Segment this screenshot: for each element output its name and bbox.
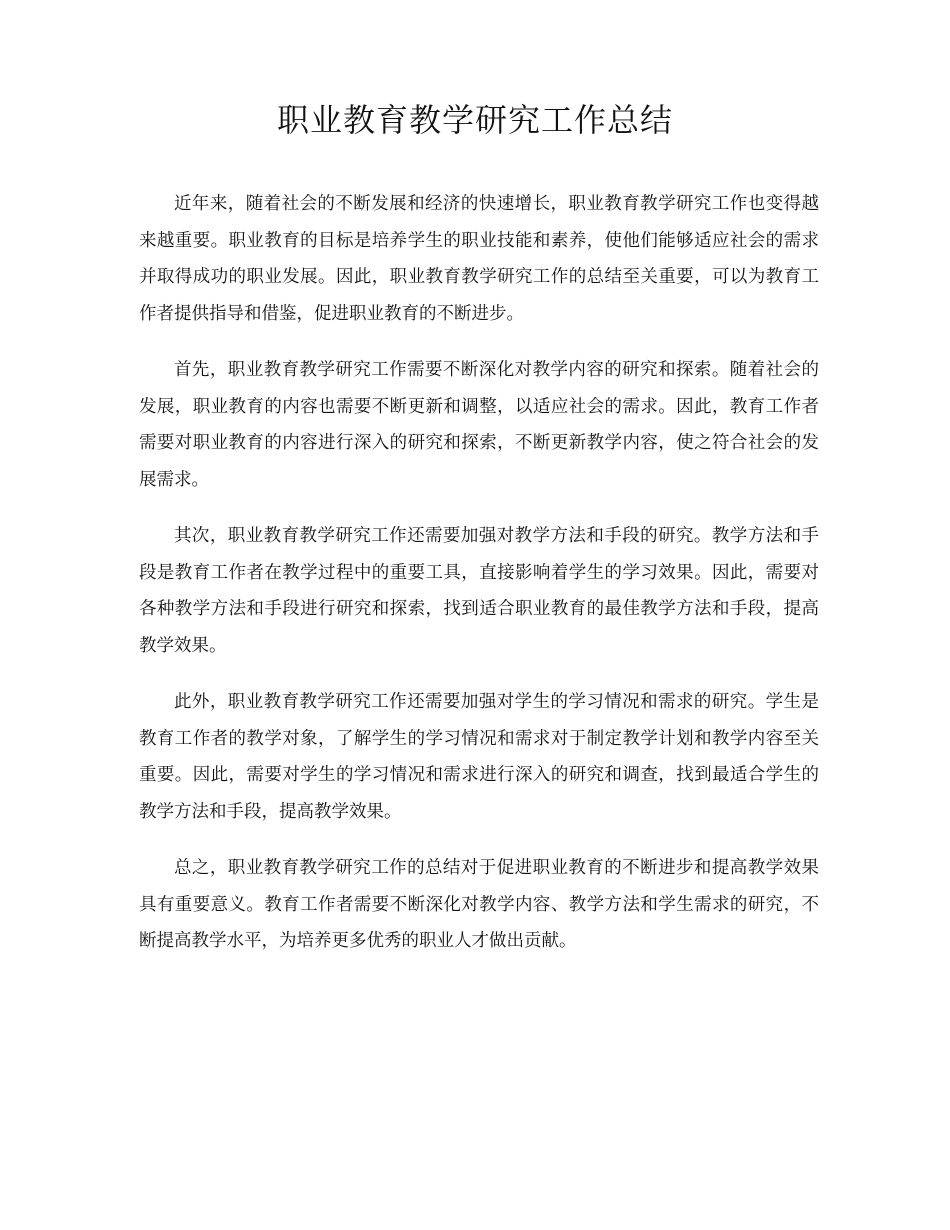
paragraph-third: 此外，职业教育教学研究工作还需要加强对学生的学习情况和需求的研究。学生是教育工作者的教学对象，了解学生的学习情况和需求对于制定教学计划和教学内容至关重要。因此，需要对学生的学习情况和需求进行深入的研究和调查，找到最适合学生的教学方法和手段，提高教学效果。 [139,692,819,822]
document-title: 职业教育教学研究工作总结 [276,101,673,139]
document-body [139,186,819,980]
paragraph-first: 首先，职业教育教学研究工作需要不断深化对教学内容的研究和探索。随着社会的发展，职业教育的内容也需要不断更新和调整，以适应社会的需求。因此，教育工作者需要对职业教育的内容进行深入的研究和探索，不断更新教学内容，使之符合社会的发展需求。 [139,360,819,490]
paragraph-conclusion: 总之，职业教育教学研究工作的总结对于促进职业教育的不断进步和提高教学效果具有重要意义。教育工作者需要不断深化对教学内容、教学方法和学生需求的研究，不断提高教学水平，为培养更多优秀的职业人才做出贡献。 [139,858,819,951]
paragraph-second: 其次，职业教育教学研究工作还需要加强对教学方法和手段的研究。教学方法和手段是教育工作者在教学过程中的重要工具，直接影响着学生的学习效果。因此，需要对各种教学方法和手段进行研究和探索，找到适合职业教育的最佳教学方法和手段，提高教学效果。 [139,526,819,656]
paragraph-intro: 近年来，随着社会的不断发展和经济的快速增长，职业教育教学研究工作也变得越来越重要。职业教育的目标是培养学生的职业技能和素养，使他们能够适应社会的需求并取得成功的职业发展。因此，职业教育教学研究工作的总结至关重要，可以为教育工作者提供指导和借鉴，促进职业教育的不断进步。 [139,194,819,324]
